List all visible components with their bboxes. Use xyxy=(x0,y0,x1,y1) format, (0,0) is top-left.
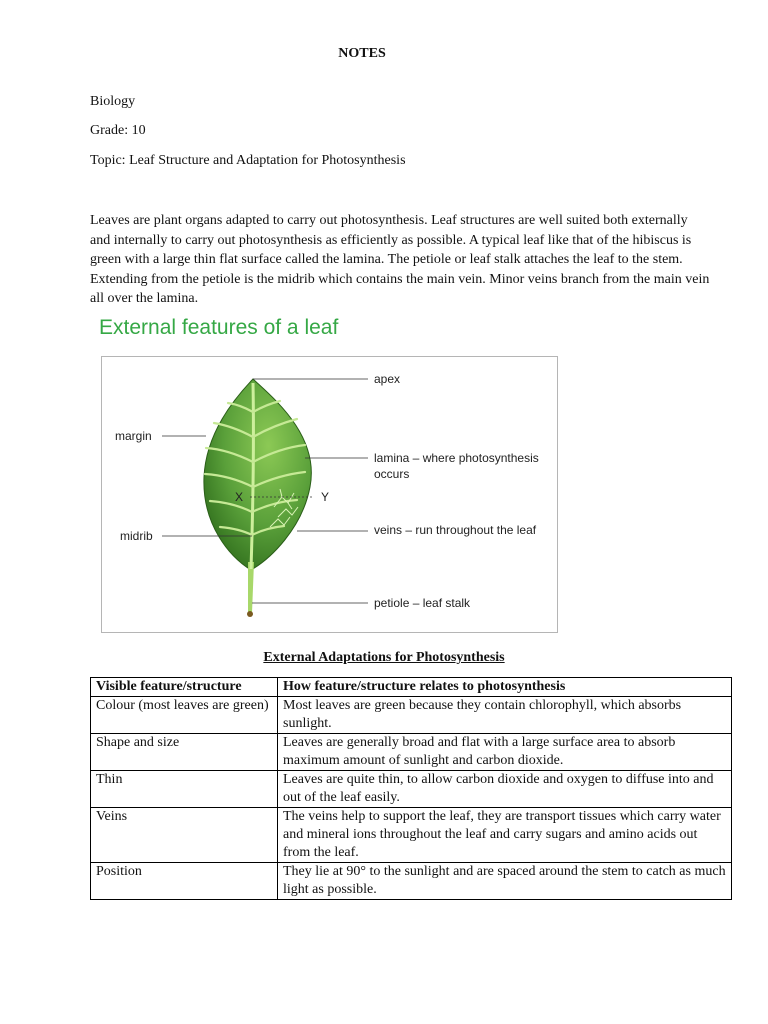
header-feature: Visible feature/structure xyxy=(91,678,278,697)
relation-cell: The veins help to support the leaf, they are transport tissues which carry water and mineral ions throughout the leaf and carry sugars and amino acids out from the leaf. xyxy=(278,808,732,863)
feature-cell: Veins xyxy=(91,808,278,863)
feature-cell: Position xyxy=(91,863,278,900)
label-lamina-1: lamina – where photosynthesis xyxy=(374,451,539,465)
table-row xyxy=(91,734,732,771)
petiole-end xyxy=(247,611,253,617)
feature-cell: Colour (most leaves are green) xyxy=(91,697,278,734)
intro-paragraph: Leaves are plant organs adapted to carry out photosynthesis. Leaf structures are well suited both externally and internally to carry out photosynthesis as efficiently as possible. A typical leaf like that of the hibiscus is green with a large thin flat surface called the lamina. The petiole or leaf stalk attaches the leaf to the stem. Extending from the petiole is the midrib which contains the main vein. Minor veins branch from the main vein all over the lamina. xyxy=(90,213,710,307)
table-row xyxy=(91,771,732,808)
relation-cell: Most leaves are green because they contain chlorophyll, which absorbs sunlight. xyxy=(278,697,732,734)
table-row xyxy=(91,697,732,734)
label-petiole: petiole – leaf stalk xyxy=(374,596,471,610)
relation-cell: They lie at 90° to the sunlight and are spaced around the stem to catch as much light as possible. xyxy=(278,863,732,900)
label-veins: veins – run throughout the leaf xyxy=(374,523,537,537)
label-lamina-2: occurs xyxy=(374,467,410,481)
figure-title: External features of a leaf xyxy=(99,316,339,339)
feature-cell: Thin xyxy=(91,771,278,808)
adaptations-table xyxy=(90,677,732,900)
leaf-illustration xyxy=(102,357,557,632)
label-midrib: midrib xyxy=(120,529,153,543)
relation-cell: Leaves are quite thin, to allow carbon dioxide and oxygen to diffuse into and out of the leaf easily. xyxy=(278,771,732,808)
topic-line: Topic: Leaf Structure and Adaptation for Photosynthesis xyxy=(90,153,406,168)
label-y: Y xyxy=(321,490,330,504)
label-x: X xyxy=(235,490,244,504)
table-row xyxy=(91,808,732,863)
table-row xyxy=(91,863,732,900)
grade-line: Grade: 10 xyxy=(90,123,146,138)
label-margin: margin xyxy=(115,429,152,443)
page-title: NOTES xyxy=(338,46,386,61)
subject-line: Biology xyxy=(90,94,136,109)
table-header-row xyxy=(91,678,732,697)
leaf-petiole-shape xyxy=(248,562,254,613)
leaf-figure xyxy=(101,356,558,633)
feature-cell: Shape and size xyxy=(91,734,278,771)
relation-cell: Leaves are generally broad and flat with a large surface area to absorb maximum amount of sunlight and carbon dioxide. xyxy=(278,734,732,771)
label-apex: apex xyxy=(374,372,401,386)
table-caption: External Adaptations for Photosynthesis xyxy=(263,650,505,665)
header-relation: How feature/structure relates to photosynthesis xyxy=(278,678,732,697)
